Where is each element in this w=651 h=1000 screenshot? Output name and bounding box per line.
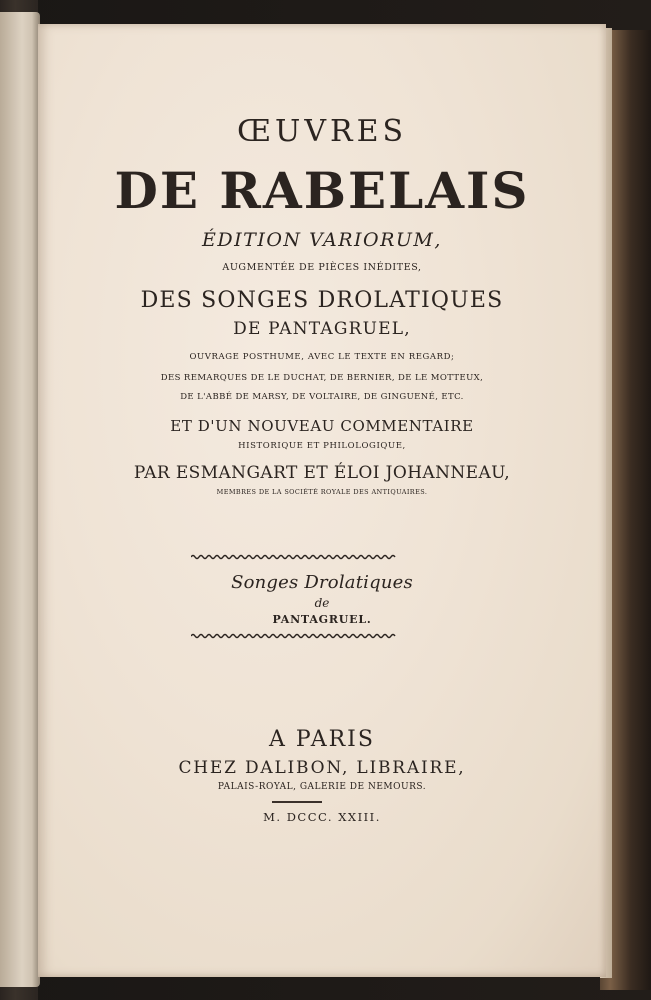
- imprint-city: A PARIS: [269, 727, 375, 752]
- work-title-author: DE RABELAIS: [114, 161, 530, 220]
- ornamental-rule-bottom: [191, 633, 397, 639]
- imprint-publisher: CHEZ DALIBON, LIBRAIRE,: [178, 758, 466, 778]
- imprint-rule: [272, 801, 322, 803]
- pantagruel-line: DE PANTAGRUEL,: [233, 319, 411, 339]
- facing-page-edge: [0, 12, 40, 987]
- remarques-line-1: DES REMARQUES DE LE DUCHAT, DE BERNIER, DE LE MOTTEUX,: [160, 373, 484, 383]
- authors-line: PAR ESMANGART ET ÉLOI JOHANNEAU,: [133, 463, 511, 483]
- augmentee-line: AUGMENTÉE DE PIÈCES INÉDITES,: [222, 262, 422, 273]
- historique-line: HISTORIQUE ET PHILOLOGIQUE,: [238, 441, 406, 451]
- ornamental-rule-top: [191, 554, 397, 560]
- commentaire-line: ET D'UN NOUVEAU COMMENTAIRE: [170, 417, 474, 435]
- songes-line: DES SONGES DROLATIQUES: [140, 288, 504, 313]
- work-title-line1: ŒUVRES: [236, 114, 408, 149]
- vignette-pantagruel: PANTAGRUEL.: [272, 613, 372, 626]
- vignette-script-de: de: [314, 596, 330, 610]
- imprint-date: M. DCCC. XXIII.: [263, 810, 381, 824]
- remarques-line-2: DE L'ABBÉ DE MARSY, DE VOLTAIRE, DE GINGUENÉ, ETC.: [180, 392, 464, 402]
- edition-line: ÉDITION VARIORUM,: [202, 229, 442, 251]
- imprint-address: PALAIS-ROYAL, GALERIE DE NEMOURS.: [217, 782, 427, 792]
- vignette-script-title: Songes Drolatiques: [231, 572, 413, 593]
- membres-line: MEMBRES DE LA SOCIÉTÉ ROYALE DES ANTIQUAIRES.: [216, 488, 428, 496]
- ouvrage-line: OUVRAGE POSTHUME, AVEC LE TEXTE EN REGARD;: [189, 352, 455, 362]
